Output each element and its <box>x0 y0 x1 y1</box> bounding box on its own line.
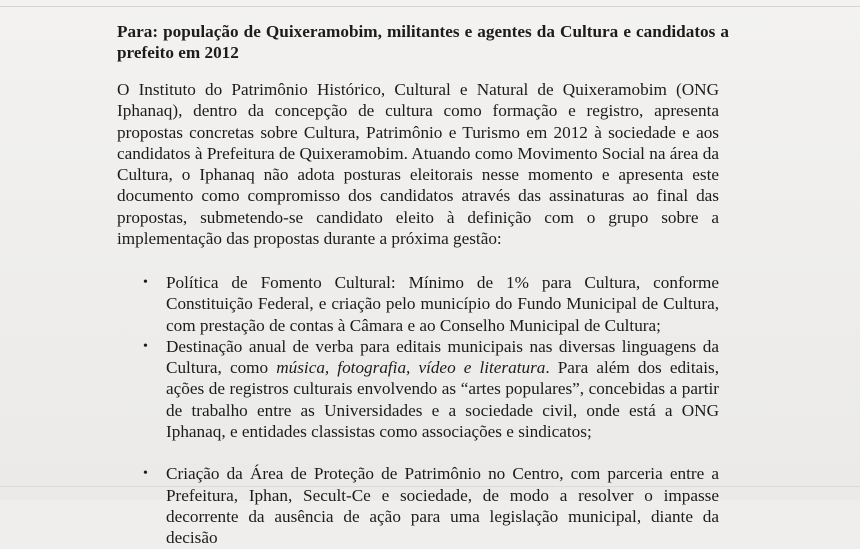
list-item <box>131 272 719 336</box>
paper-fold-line <box>0 6 860 7</box>
proposal-text: Política de Fomento Cultural: Mínimo de 1% para Cultura, conforme Constituição Federal, e criação pelo município do Fundo Municipal de Cultura, com prestação de contas à Câmara e ao Conselho Municipal de Cultura; <box>166 273 719 335</box>
list-item <box>131 336 719 442</box>
proposal-text: Destinação anual de verba para editais municipais nas diversas linguagens da Cultura, como <box>166 336 719 378</box>
bullet-icon: • <box>143 275 148 290</box>
list-item <box>131 463 719 548</box>
document-heading: Para: população de Quixeramobim, militantes e agentes da Cultura e candidatos a prefeito em 2012 <box>117 22 729 62</box>
bullet-icon: • <box>143 466 148 482</box>
intro-paragraph: O Instituto do Patrimônio Histórico, Cultural e Natural de Quixeramobim (ONG Iphanaq), dentro da concepção de cultura como formação e registro, apresenta propostas concretas sobre Cultura, Patrimônio e Turismo em 2012 à sociedade e aos candidatos à Prefeitura de Quixeramobim. Atuando como Movimento Social na área da Cultura, o Iphanaq não adota posturas eleitorais nesse momento e apresenta este documento como compromisso dos candidatos através das assinaturas ao final das propostas, submetendo-se candidato eleito à definição com o grupo sobre a implementação das propostas durante a próxima gestão: <box>117 80 719 249</box>
proposal-text: . Para além dos editais, ações de registros culturais envolvendo as “artes populares”, concebidas a partir de trabalho entre as Universidades e a sociedade civil, onde está a ONG Iphanaq, e entidades classistas como associações e sindicatos; <box>166 358 719 442</box>
bullet-icon: • <box>143 338 148 354</box>
proposal-text-italic: música, fotografia, vídeo e literatura <box>276 358 546 378</box>
proposals-list <box>131 272 719 549</box>
proposal-text: Criação da Área de Proteção de Patrimônio no Centro, com parceria entre a Prefeitura, Iphan, Secult-Ce e sociedade, de modo a resolver o impasse decorrente da ausência de ação para uma legislação municipal, diante da decisão <box>166 464 719 548</box>
